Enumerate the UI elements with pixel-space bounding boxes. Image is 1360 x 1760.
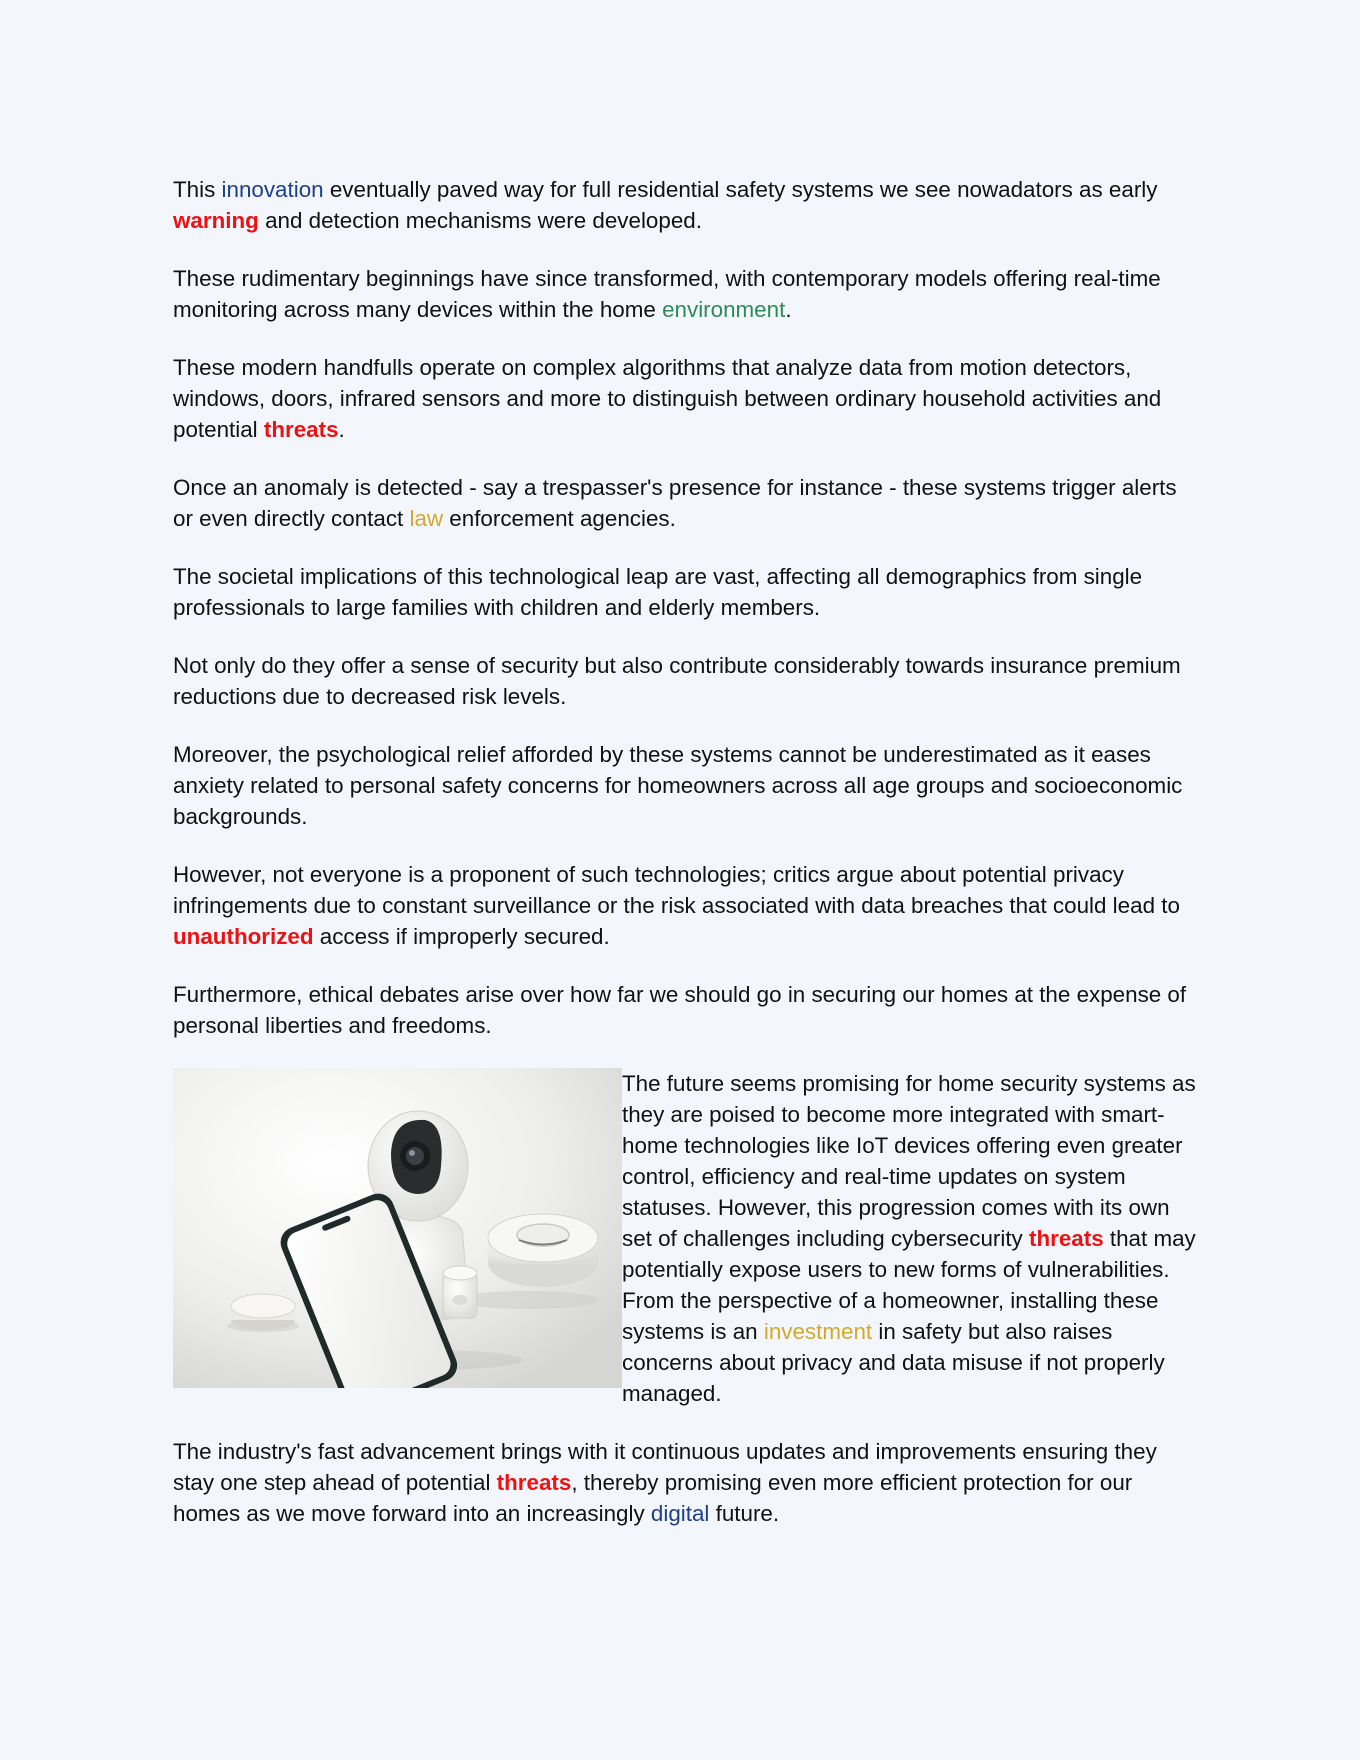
text-segment: access if improperly secured.: [313, 924, 610, 949]
paragraph-11: [173, 1436, 1201, 1529]
paragraph-10: [622, 1068, 1201, 1409]
text-segment: , thereby promising even more efficient protection for our homes as we move forward into an increasingly: [173, 1470, 1133, 1526]
paragraph-9: [173, 979, 1201, 1041]
text-segment: This: [173, 177, 222, 202]
keyword-threats: threats: [263, 417, 339, 442]
text-segment: future.: [709, 1501, 780, 1526]
keyword-digital: digital: [650, 1501, 710, 1526]
paragraph-4: [173, 472, 1201, 534]
text-segment: These modern handfulls operate on complex algorithms that analyze data from motion detectors, windows, doors, infrared sensors and more to distinguish between ordinary household activities and potential: [173, 355, 1162, 442]
text-segment: The societal implications of this technological leap are vast, affecting all demographics from single professionals to large families with children and elderly members.: [173, 564, 1143, 620]
figure-with-text: [173, 1068, 1201, 1409]
text-segment: Furthermore, ethical debates arise over how far we should go in securing our homes at the expense of personal liberties and freedoms.: [173, 982, 1187, 1038]
paragraph-2: [173, 263, 1201, 325]
text-segment: Moreover, the psychological relief afforded by these systems cannot be underestimated as it eases anxiety related to personal safety concerns for homeowners across all age groups and socioeconomic backgrounds.: [173, 742, 1183, 829]
text-segment: These rudimentary beginnings have since transformed, with contemporary models offering real-time monitoring across many devices within the home: [173, 266, 1161, 322]
keyword-warning: warning: [173, 208, 259, 233]
keyword-threats: threats: [1028, 1226, 1104, 1251]
keyword-unauthorized: unauthorized: [173, 924, 314, 949]
text-segment: The future seems promising for home security systems as they are poised to become more integrated with smart-home technologies like IoT devices offering even greater control, efficiency and real-time updates on system statuses. However, this progression comes with its own set of challenges including cybersecurity: [622, 1071, 1196, 1251]
text-segment: and detection mechanisms were developed.: [258, 208, 702, 233]
text-segment: Once an anomaly is detected - say a trespasser's presence for instance - these systems trigger alerts or even directly contact: [173, 475, 1177, 531]
keyword-innovation: innovation: [221, 177, 324, 202]
smart-home-devices-illustration: [173, 1068, 622, 1388]
keyword-investment: investment: [763, 1319, 873, 1344]
text-segment: that may potentially expose users to new forms of vulnerabilities. From the perspective of a homeowner, installing these systems is an: [622, 1226, 1196, 1344]
text-segment: However, not everyone is a proponent of such technologies; critics argue about potential privacy infringements due to constant surveillance or the risk associated with data breaches that could lead to: [173, 862, 1180, 918]
text-segment: .: [785, 297, 792, 322]
keyword-environment: environment: [662, 297, 786, 322]
paragraph-7: [173, 739, 1201, 832]
paragraph-6: [173, 650, 1201, 712]
paragraph-1: [173, 174, 1201, 236]
text-segment: eventually paved way for full residential safety systems we see nowadators as early: [323, 177, 1158, 202]
keyword-law: law: [409, 506, 444, 531]
text-segment: .: [338, 417, 345, 442]
keyword-threats: threats: [496, 1470, 572, 1495]
text-segment: in safety but also raises concerns about privacy and data misuse if not properly managed.: [622, 1319, 1165, 1406]
paragraph-8: [173, 859, 1201, 952]
article-body: [173, 174, 1201, 1556]
text-segment: Not only do they offer a sense of security but also contribute considerably towards insurance premium reductions due to decreased risk levels.: [173, 653, 1181, 709]
smart-home-devices-photo: [173, 1068, 622, 1388]
paragraph-5: [173, 561, 1201, 623]
text-segment: enforcement agencies.: [443, 506, 676, 531]
paragraph-3: [173, 352, 1201, 445]
text-segment: The industry's fast advancement brings with it continuous updates and improvements ensuring they stay one step ahead of potential: [173, 1439, 1157, 1495]
